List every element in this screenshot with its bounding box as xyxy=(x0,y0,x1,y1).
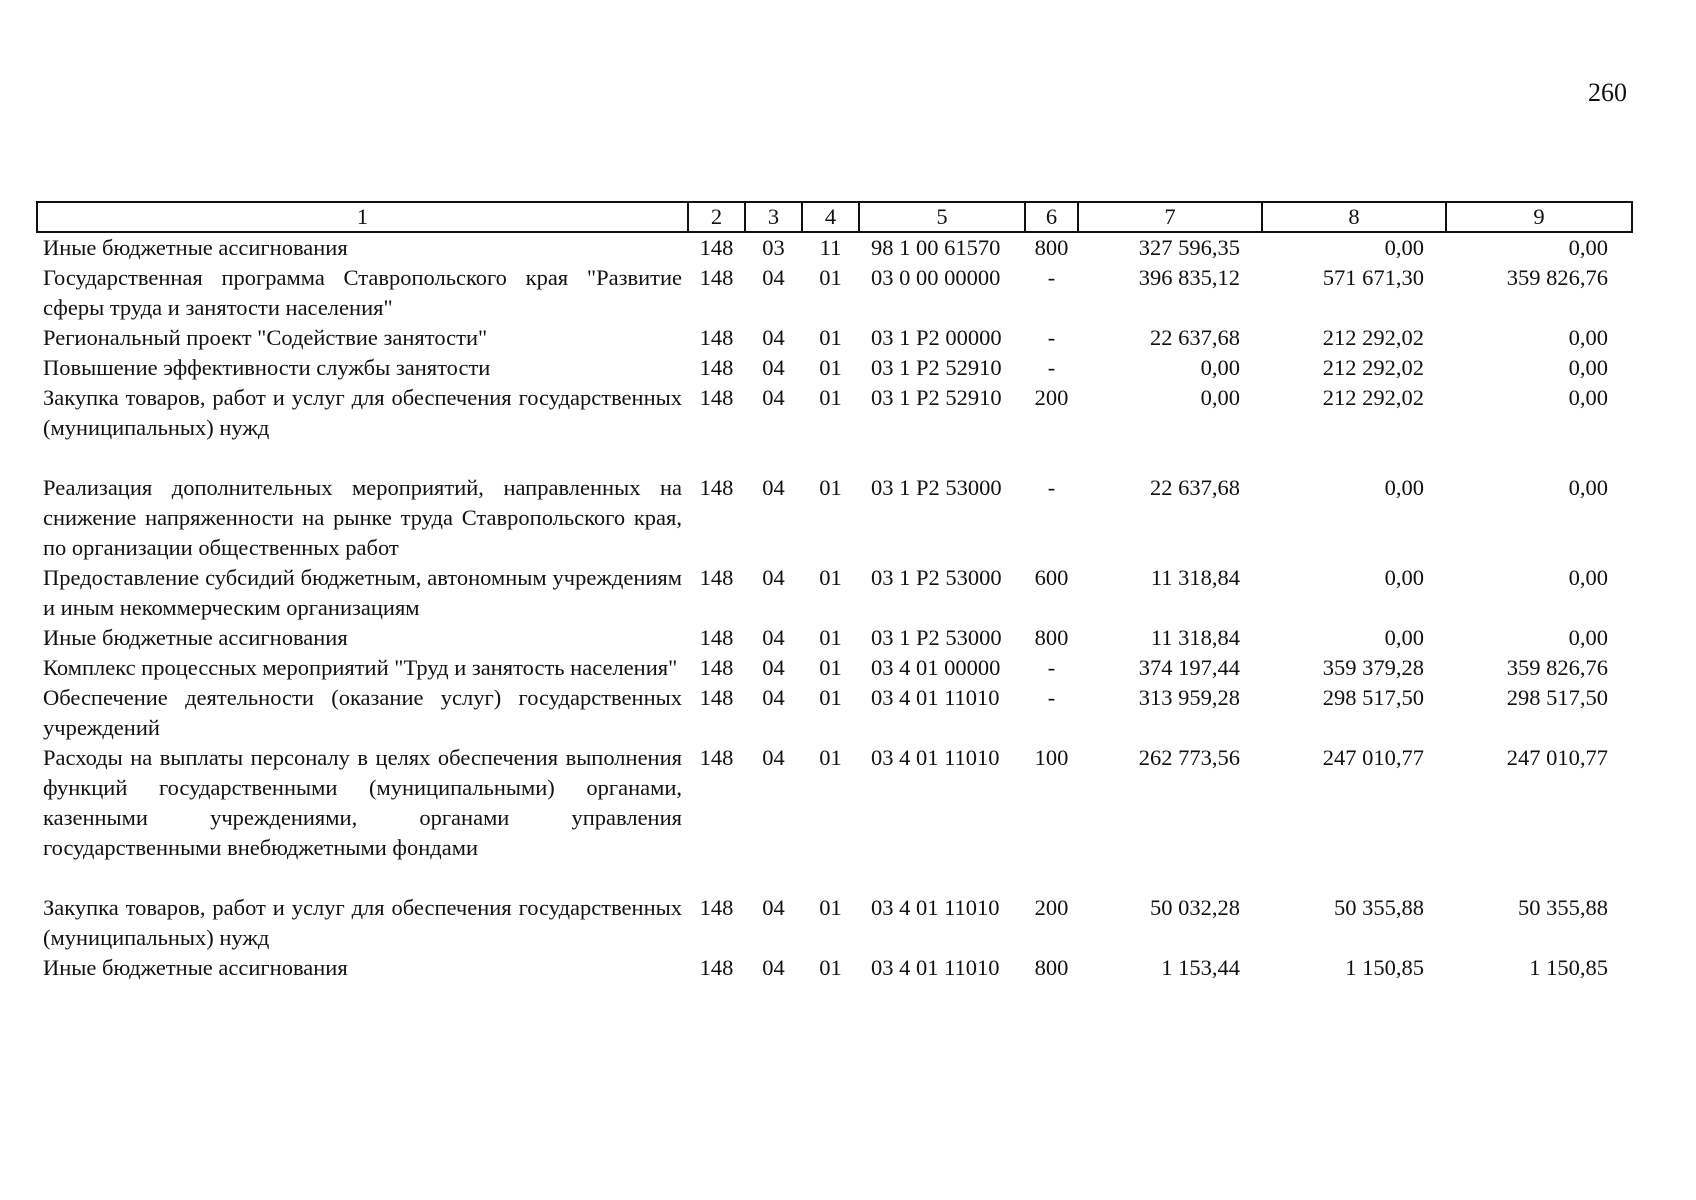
column-header: 1 xyxy=(37,202,688,232)
cell-col5: 03 4 01 11010 xyxy=(871,685,1000,710)
cell-col3: 04 xyxy=(762,355,785,380)
cell-col7: 22 637,68 xyxy=(1150,475,1240,500)
cell-col7: 327 596,35 xyxy=(1138,235,1240,260)
cell-col7: 1 153,44 xyxy=(1161,955,1240,980)
cell-col9: 359 826,76 xyxy=(1506,655,1608,680)
cell-col4: 01 xyxy=(819,895,842,920)
cell-col8: 1 150,85 xyxy=(1345,955,1424,980)
row-name: Закупка товаров, работ и услуг для обеспечения государственных (муниципальных) нужд xyxy=(43,385,682,440)
cell-col4: 01 xyxy=(819,565,842,590)
row-name: Повышение эффективности службы занятости xyxy=(43,355,491,380)
cell-col8: 298 517,50 xyxy=(1322,685,1424,710)
cell-col4: 01 xyxy=(819,955,842,980)
row-name: Обеспечение деятельности (оказание услуг) государственных учреждений xyxy=(43,685,682,740)
cell-col3: 04 xyxy=(762,475,785,500)
row-spacer xyxy=(37,443,1632,473)
cell-col2: 148 xyxy=(699,385,734,410)
cell-col9: 0,00 xyxy=(1568,385,1608,410)
cell-col2: 148 xyxy=(699,475,734,500)
row-name: Иные бюджетные ассигнования xyxy=(43,235,348,260)
cell-col2: 148 xyxy=(699,265,734,290)
cell-col3: 04 xyxy=(762,745,785,770)
cell-col4: 01 xyxy=(819,385,842,410)
cell-col5: 03 4 01 11010 xyxy=(871,895,1000,920)
cell-col9: 359 826,76 xyxy=(1506,265,1608,290)
cell-col7: 262 773,56 xyxy=(1138,745,1240,770)
row-spacer xyxy=(37,863,1632,893)
cell-col2: 148 xyxy=(699,895,734,920)
cell-col4: 11 xyxy=(819,235,842,260)
table-row xyxy=(37,563,1632,623)
cell-col6: 800 xyxy=(1034,235,1069,260)
cell-col5: 03 1 P2 53000 xyxy=(871,625,1002,650)
cell-col2: 148 xyxy=(699,685,734,710)
column-header: 3 xyxy=(745,202,802,232)
cell-col9: 0,00 xyxy=(1568,235,1608,260)
cell-col2: 148 xyxy=(699,325,734,350)
column-header: 6 xyxy=(1025,202,1078,232)
cell-col3: 03 xyxy=(762,235,785,260)
row-name: Комплекс процессных мероприятий "Труд и занятость населения" xyxy=(43,655,678,680)
cell-col6: - xyxy=(1047,265,1056,290)
cell-col8: 212 292,02 xyxy=(1322,385,1424,410)
cell-col9: 247 010,77 xyxy=(1506,745,1608,770)
table-row xyxy=(37,263,1632,323)
cell-col3: 04 xyxy=(762,385,785,410)
cell-col7: 11 318,84 xyxy=(1150,565,1240,590)
column-header: 8 xyxy=(1262,202,1446,232)
cell-col6: 100 xyxy=(1034,745,1069,770)
table-row xyxy=(37,953,1632,983)
cell-col2: 148 xyxy=(699,955,734,980)
cell-col4: 01 xyxy=(819,625,842,650)
cell-col7: 396 835,12 xyxy=(1138,265,1240,290)
cell-col3: 04 xyxy=(762,565,785,590)
cell-col6: - xyxy=(1047,325,1056,350)
cell-col6: - xyxy=(1047,655,1056,680)
budget-table xyxy=(36,201,1633,983)
cell-col6: 200 xyxy=(1034,385,1069,410)
cell-col8: 212 292,02 xyxy=(1322,355,1424,380)
table-row xyxy=(37,383,1632,443)
cell-col6: - xyxy=(1047,475,1056,500)
cell-col6: 200 xyxy=(1034,895,1069,920)
cell-col4: 01 xyxy=(819,655,842,680)
table-row xyxy=(37,353,1632,383)
cell-col8: 50 355,88 xyxy=(1334,895,1424,920)
cell-col4: 01 xyxy=(819,355,842,380)
row-name: Иные бюджетные ассигнования xyxy=(43,955,348,980)
table-row xyxy=(37,683,1632,743)
cell-col6: - xyxy=(1047,685,1056,710)
table-row xyxy=(37,473,1632,563)
cell-col5: 03 1 P2 52910 xyxy=(871,385,1002,410)
cell-col5: 03 1 P2 53000 xyxy=(871,475,1002,500)
cell-col8: 0,00 xyxy=(1384,625,1424,650)
cell-col5: 03 4 01 00000 xyxy=(871,655,1001,680)
cell-col5: 98 1 00 61570 xyxy=(871,235,1001,260)
cell-col9: 0,00 xyxy=(1568,355,1608,380)
cell-col3: 04 xyxy=(762,655,785,680)
column-header: 7 xyxy=(1078,202,1262,232)
table-row xyxy=(37,623,1632,653)
cell-col8: 359 379,28 xyxy=(1322,655,1424,680)
page-number: 260 xyxy=(1588,78,1627,107)
cell-col9: 0,00 xyxy=(1568,625,1608,650)
cell-col2: 148 xyxy=(699,625,734,650)
cell-col7: 11 318,84 xyxy=(1150,625,1240,650)
cell-col5: 03 1 P2 53000 xyxy=(871,565,1002,590)
column-header: 5 xyxy=(859,202,1025,232)
cell-col7: 374 197,44 xyxy=(1138,655,1240,680)
cell-col5: 03 4 01 11010 xyxy=(871,745,1000,770)
cell-col3: 04 xyxy=(762,895,785,920)
cell-col7: 313 959,28 xyxy=(1138,685,1240,710)
cell-col9: 1 150,85 xyxy=(1529,955,1608,980)
column-header: 2 xyxy=(688,202,745,232)
table-header-row xyxy=(37,202,1632,232)
cell-col5: 03 4 01 11010 xyxy=(871,955,1000,980)
cell-col4: 01 xyxy=(819,265,842,290)
cell-col7: 0,00 xyxy=(1200,385,1240,410)
row-name: Закупка товаров, работ и услуг для обеспечения государственных (муниципальных) нужд xyxy=(43,895,682,950)
cell-col3: 04 xyxy=(762,685,785,710)
cell-col5: 03 1 P2 00000 xyxy=(871,325,1002,350)
cell-col3: 04 xyxy=(762,325,785,350)
row-name: Предоставление субсидий бюджетным, автономным учреждениям и иным некоммерческим организациям xyxy=(43,565,682,620)
cell-col2: 148 xyxy=(699,655,734,680)
cell-col6: 800 xyxy=(1034,625,1069,650)
cell-col8: 0,00 xyxy=(1384,565,1424,590)
table-row xyxy=(37,653,1632,683)
cell-col2: 148 xyxy=(699,235,734,260)
cell-col7: 50 032,28 xyxy=(1150,895,1240,920)
cell-col7: 0,00 xyxy=(1200,355,1240,380)
cell-col4: 01 xyxy=(819,475,842,500)
cell-col8: 247 010,77 xyxy=(1322,745,1424,770)
cell-col4: 01 xyxy=(819,685,842,710)
cell-col6: - xyxy=(1047,355,1056,380)
row-name: Иные бюджетные ассигнования xyxy=(43,625,348,650)
cell-col9: 0,00 xyxy=(1568,325,1608,350)
cell-col3: 04 xyxy=(762,265,785,290)
cell-col3: 04 xyxy=(762,955,785,980)
table-row xyxy=(37,893,1632,953)
cell-col8: 0,00 xyxy=(1384,235,1424,260)
column-header: 4 xyxy=(802,202,859,232)
table-row xyxy=(37,323,1632,353)
table-row xyxy=(37,743,1632,863)
row-name: Государственная программа Ставропольского края "Развитие сферы труда и занятости населения" xyxy=(43,265,682,320)
cell-col9: 0,00 xyxy=(1568,565,1608,590)
column-header: 9 xyxy=(1446,202,1632,232)
cell-col5: 03 0 00 00000 xyxy=(871,265,1001,290)
cell-col2: 148 xyxy=(699,355,734,380)
table-row xyxy=(37,232,1632,263)
cell-col2: 148 xyxy=(699,565,734,590)
cell-col7: 22 637,68 xyxy=(1150,325,1240,350)
cell-col8: 571 671,30 xyxy=(1322,265,1424,290)
row-name: Региональный проект "Содействие занятости" xyxy=(43,325,488,350)
cell-col9: 50 355,88 xyxy=(1518,895,1608,920)
cell-col8: 0,00 xyxy=(1384,475,1424,500)
cell-col4: 01 xyxy=(819,325,842,350)
cell-col9: 298 517,50 xyxy=(1506,685,1608,710)
cell-col4: 01 xyxy=(819,745,842,770)
cell-col5: 03 1 P2 52910 xyxy=(871,355,1002,380)
row-name: Реализация дополнительных мероприятий, направленных на снижение напряженности на рынке труда Ставропольского края, по организации общественных работ xyxy=(43,475,682,560)
cell-col6: 600 xyxy=(1034,565,1069,590)
row-name: Расходы на выплаты персоналу в целях обеспечения выполнения функций государственными (муниципальными) органами, казенными учреждениями, органами управления государственными внебюджетными фондами xyxy=(43,745,682,860)
cell-col8: 212 292,02 xyxy=(1322,325,1424,350)
cell-col6: 800 xyxy=(1034,955,1069,980)
cell-col3: 04 xyxy=(762,625,785,650)
cell-col9: 0,00 xyxy=(1568,475,1608,500)
cell-col2: 148 xyxy=(699,745,734,770)
